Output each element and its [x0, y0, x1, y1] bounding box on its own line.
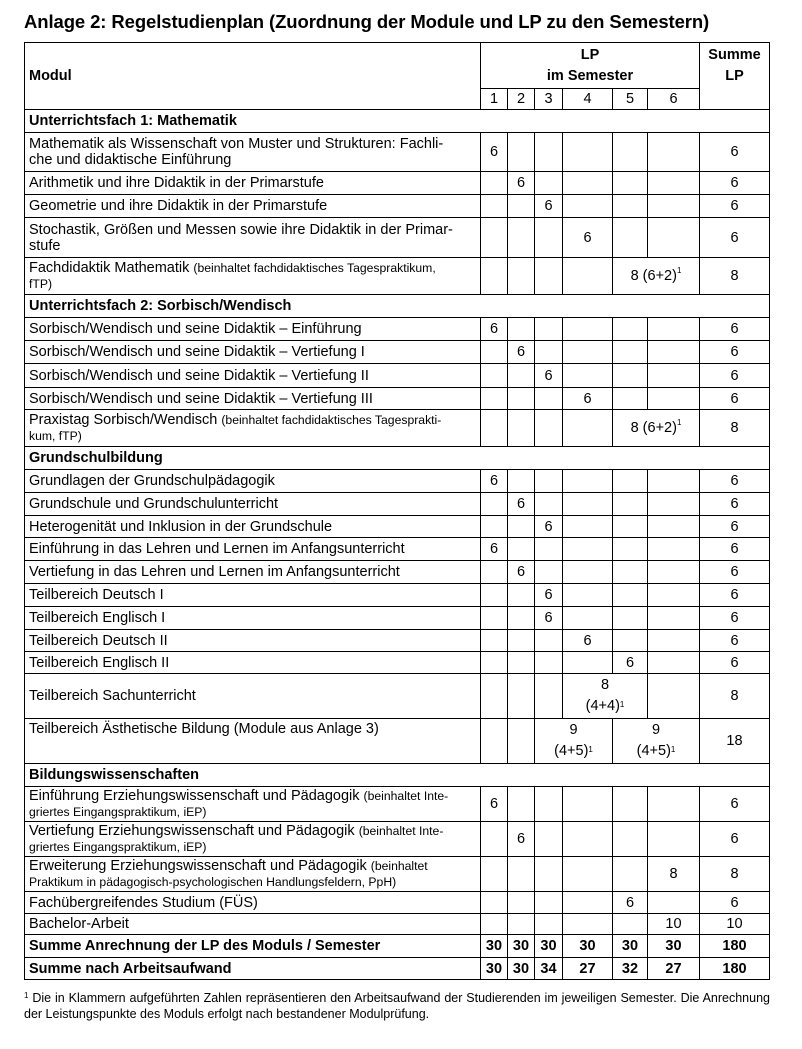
module-name: Fachdidaktik Mathematik (beinhaltet fachdidaktisches Tagespraktikum, fTP) [25, 258, 481, 295]
module-name: Vertiefung Erziehungswissenschaft und Pädagogik (beinhaltet Inte- griertes Eingangspraktikum, iEP) [25, 822, 481, 857]
table-row: Arithmetik und ihre Didaktik in der Primarstufe 6 6 [25, 172, 770, 195]
module-name: Teilbereich Englisch I [25, 607, 481, 630]
header-lp: LP im Semester [481, 43, 700, 89]
module-name: Bachelor-Arbeit [25, 914, 481, 935]
total-lp-label: Summe Anrechnung der LP des Moduls / Semester [25, 935, 481, 958]
section-grundschulbildung: Grundschulbildung [25, 447, 770, 470]
merged-lp-cell: 8 $(4+4)^1$ [563, 674, 648, 719]
table-row: Bachelor-Arbeit 10 10 [25, 914, 770, 935]
module-name: Grundlagen der Grundschulpädagogik [25, 470, 481, 493]
table-row: Mathematik als Wissenschaft von Muster und Strukturen: Fachli- che und didaktische Einführung 6 6 [25, 133, 770, 172]
table-row: Sorbisch/Wendisch und seine Didaktik – Einführung 6 6 [25, 318, 770, 341]
table-row: Sorbisch/Wendisch und seine Didaktik – Vertiefung II 6 6 [25, 364, 770, 388]
total-work-row: Summe nach Arbeitsaufwand 30 30 34 27 32 27 180 [25, 958, 770, 980]
semester-4: 4 [563, 89, 613, 110]
semester-3: 3 [535, 89, 563, 110]
merged-lp-cell: 8 $(6+2)^1$ [613, 258, 700, 295]
module-name: Einführung in das Lehren und Lernen im Anfangsunterricht [25, 538, 481, 561]
header-modul: Modul [25, 43, 481, 110]
table-row: Teilbereich Ästhetische Bildung (Module aus Anlage 3) 9 $(4+5)^1$ 9 $(4+5)^1$ 18 [25, 719, 770, 764]
module-name: Sorbisch/Wendisch und seine Didaktik – Vertiefung II [25, 364, 481, 388]
section-bildungswissenschaften: Bildungswissenschaften [25, 764, 770, 787]
merged-lp-cell: 8 $(6+2)^1$ [613, 410, 700, 447]
module-name: Vertiefung in das Lehren und Lernen im Anfangsunterricht [25, 561, 481, 584]
section-sorbisch: Unterrichtsfach 2: Sorbisch/Wendisch [25, 295, 770, 318]
table-row: Vertiefung in das Lehren und Lernen im Anfangsunterricht 6 6 [25, 561, 770, 584]
section-row [25, 110, 770, 133]
table-row: Einführung in das Lehren und Lernen im Anfangsunterricht 6 6 [25, 538, 770, 561]
table-row: Fachübergreifendes Studium (FÜS) 6 6 [25, 892, 770, 914]
merged-lp-cell: 9 $(4+5)^1$ [535, 719, 613, 764]
module-name: Teilbereich Sachunterricht [25, 674, 481, 719]
section-row [25, 764, 770, 787]
table-row: Teilbereich Deutsch II 6 6 [25, 630, 770, 652]
module-name: Erweiterung Erziehungswissenschaft und Pädagogik (beinhaltet Praktikum in pädagogisch-psychologischen Handlungsfeldern, PpH) [25, 857, 481, 892]
module-name: Praxistag Sorbisch/Wendisch (beinhaltet fachdidaktisches Tagesprakti- kum, fTP) [25, 410, 481, 447]
semester-1: 1 [481, 89, 508, 110]
table-row: Einführung Erziehungswissenschaft und Pädagogik (beinhaltet Inte- griertes Eingangspraktikum, iEP) 6 6 [25, 787, 770, 822]
header-row [25, 43, 770, 89]
module-name: Grundschule und Grundschulunterricht [25, 493, 481, 516]
section-row [25, 295, 770, 318]
total-lp-row: Summe Anrechnung der LP des Moduls / Semester 30 30 30 30 30 30 180 [25, 935, 770, 958]
total-work-label: Summe nach Arbeitsaufwand [25, 958, 481, 980]
module-name: Fachübergreifendes Studium (FÜS) [25, 892, 481, 914]
module-name: Sorbisch/Wendisch und seine Didaktik – Vertiefung I [25, 341, 481, 364]
table-row: Sorbisch/Wendisch und seine Didaktik – Vertiefung I 6 6 [25, 341, 770, 364]
footnote [24, 990, 770, 1022]
table-row: Teilbereich Englisch II 6 6 [25, 652, 770, 674]
module-name: Geometrie und ihre Didaktik in der Primarstufe [25, 195, 481, 218]
semester-2: 2 [508, 89, 535, 110]
section-row [25, 447, 770, 470]
module-name: Sorbisch/Wendisch und seine Didaktik – Einführung [25, 318, 481, 341]
semester-6: 6 [648, 89, 700, 110]
module-name: Sorbisch/Wendisch und seine Didaktik – Vertiefung III [25, 388, 481, 410]
module-name: Einführung Erziehungswissenschaft und Pädagogik (beinhaltet Inte- griertes Eingangspraktikum, iEP) [25, 787, 481, 822]
footnote-mark: 1 [24, 991, 29, 1000]
table-row: Stochastik, Größen und Messen sowie ihre Didaktik in der Primar- stufe 6 6 [25, 218, 770, 258]
page-title: Anlage 2: Regelstudienplan (Zuordnung der Module und LP zu den Semestern) [24, 11, 710, 32]
footnote-text: Die in Klammern aufgeführten Zahlen repräsentieren den Arbeitsaufwand der Studierenden im jeweiligen Semester. Die Anrechnung der Leistungspunkte des Moduls erfolgt nach bestandener Modulprüfung. [24, 991, 770, 1021]
module-name: Heterogenität und Inklusion in der Grundschule [25, 516, 481, 538]
table-row: Grundschule und Grundschulunterricht 6 6 [25, 493, 770, 516]
module-name: Mathematik als Wissenschaft von Muster und Strukturen: Fachli- che und didaktische Einführung [25, 133, 481, 172]
semester-5: 5 [613, 89, 648, 110]
table-row: Praxistag Sorbisch/Wendisch (beinhaltet fachdidaktisches Tagesprakti- kum, fTP) 8 $(6+2)^1$ 8 [25, 410, 770, 447]
module-name: Teilbereich Deutsch I [25, 584, 481, 607]
table-row: Teilbereich Englisch I 6 6 [25, 607, 770, 630]
table-row: Heterogenität und Inklusion in der Grundschule 6 6 [25, 516, 770, 538]
table-row: Vertiefung Erziehungswissenschaft und Pädagogik (beinhaltet Inte- griertes Eingangspraktikum, iEP) 6 6 [25, 822, 770, 857]
module-name: Stochastik, Größen und Messen sowie ihre Didaktik in der Primar- stufe [25, 218, 481, 258]
table-row: Fachdidaktik Mathematik (beinhaltet fachdidaktisches Tagespraktikum, fTP) 8 $(6+2)^1$ 8 [25, 258, 770, 295]
module-name: Teilbereich Ästhetische Bildung (Module aus Anlage 3) [25, 719, 481, 764]
table-row: Teilbereich Sachunterricht 8 $(4+4)^1$ 8 [25, 674, 770, 719]
section-mathematik: Unterrichtsfach 1: Mathematik [25, 110, 770, 133]
module-name: Teilbereich Deutsch II [25, 630, 481, 652]
module-name: Teilbereich Englisch II [25, 652, 481, 674]
header-summe: Summe LP [700, 43, 770, 110]
study-plan-table [24, 42, 770, 980]
merged-lp-cell: 9 $(4+5)^1$ [613, 719, 700, 764]
table-row: Sorbisch/Wendisch und seine Didaktik – Vertiefung III 6 6 [25, 388, 770, 410]
module-name: Arithmetik und ihre Didaktik in der Primarstufe [25, 172, 481, 195]
table-row: Geometrie und ihre Didaktik in der Primarstufe 6 6 [25, 195, 770, 218]
table-row: Erweiterung Erziehungswissenschaft und Pädagogik (beinhaltet Praktikum in pädagogisch-psychologischen Handlungsfeldern, PpH) 8 8 [25, 857, 770, 892]
table-row: Teilbereich Deutsch I 6 6 [25, 584, 770, 607]
table-row: Grundlagen der Grundschulpädagogik 6 6 [25, 470, 770, 493]
